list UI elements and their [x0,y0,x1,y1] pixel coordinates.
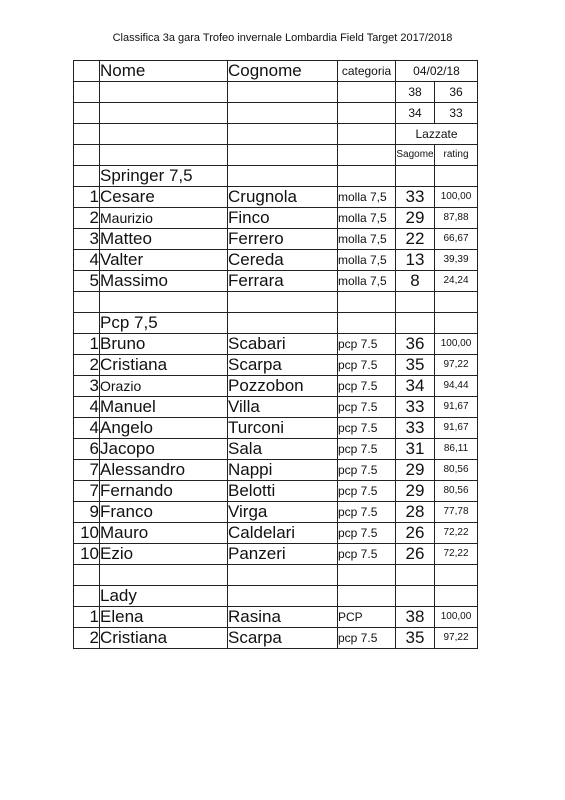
sagome-cell: 26 [396,544,435,565]
surname-cell: Virga [228,502,338,523]
surname-cell: Panzeri [228,544,338,565]
rating-cell: 80,56 [435,460,478,481]
table-row [74,376,478,397]
category-cell: pcp 7.5 [338,376,396,397]
table-row [74,481,478,502]
empty-cell [435,565,478,586]
name-cell: Massimo [100,271,228,292]
table-row [74,439,478,460]
category-cell: molla 7,5 [338,208,396,229]
spacer-row [74,292,478,313]
surname-cell: Ferrara [228,271,338,292]
rating-cell: 86,11 [435,439,478,460]
category-cell: molla 7,5 [338,250,396,271]
empty-cell [435,292,478,313]
header-sagome: Sagome [396,145,435,166]
sagome-cell: 33 [396,187,435,208]
name-cell: Manuel [100,397,228,418]
spacer-row [74,565,478,586]
rating-cell: 91,67 [435,418,478,439]
name-cell: Mauro [100,523,228,544]
surname-cell: Cereda [228,250,338,271]
table-row [74,460,478,481]
position-cell: 7 [74,460,100,481]
empty-cell [100,565,228,586]
category-cell: pcp 7.5 [338,439,396,460]
name-cell: Elena [100,607,228,628]
empty-cell [435,166,478,187]
rating-cell: 100,00 [435,187,478,208]
sagome-cell: 13 [396,250,435,271]
name-cell: Cristiana [100,628,228,649]
rating-cell: 97,22 [435,355,478,376]
name-cell: Orazio [100,376,228,397]
section-title: Springer 7,5 [100,166,228,187]
category-cell: pcp 7.5 [338,502,396,523]
rating-cell: 100,00 [435,607,478,628]
table-row [74,544,478,565]
empty-cell [74,565,100,586]
surname-cell: Rasina [228,607,338,628]
rating-cell: 87,88 [435,208,478,229]
surname-cell: Crugnola [228,187,338,208]
position-cell: 4 [74,397,100,418]
category-cell: molla 7,5 [338,271,396,292]
section-title-row [74,313,478,334]
sagome-cell: 33 [396,418,435,439]
header-row-3 [74,103,478,124]
name-cell: Cesare [100,187,228,208]
table-row [74,502,478,523]
section-title-row [74,166,478,187]
empty-cell [338,166,396,187]
empty-cell [338,292,396,313]
empty-cell [228,313,338,334]
surname-cell: Scarpa [228,628,338,649]
results-table-body [74,61,478,649]
sagome-cell: 22 [396,229,435,250]
empty-cell [338,313,396,334]
header-value: 38 [396,82,435,103]
header-date: 04/02/18 [396,61,478,82]
sagome-cell: 29 [396,460,435,481]
name-cell: Angelo [100,418,228,439]
position-cell: 2 [74,628,100,649]
position-cell: 1 [74,607,100,628]
table-row [74,523,478,544]
surname-cell: Nappi [228,460,338,481]
empty-cell [396,166,435,187]
header-cognome: Cognome [228,61,338,82]
section-title: Pcp 7,5 [100,313,228,334]
header-row-location [74,124,478,145]
sagome-cell: 35 [396,355,435,376]
category-cell: PCP [338,607,396,628]
position-cell: 1 [74,187,100,208]
rating-cell: 77,78 [435,502,478,523]
name-cell: Ezio [100,544,228,565]
empty-cell [435,313,478,334]
rating-cell: 72,22 [435,523,478,544]
table-row [74,397,478,418]
table-row [74,229,478,250]
surname-cell: Turconi [228,418,338,439]
category-cell: pcp 7.5 [338,544,396,565]
empty-cell [74,313,100,334]
category-cell: molla 7,5 [338,187,396,208]
table-row [74,187,478,208]
name-cell: Maurizio [100,208,228,229]
document-title: Classifica 3a gara Trofeo invernale Lombardia Field Target 2017/2018 [112,32,453,44]
position-cell: 2 [74,208,100,229]
table-row [74,628,478,649]
header-location: Lazzate [396,124,478,145]
surname-cell: Scabari [228,334,338,355]
section-title: Lady [100,586,228,607]
name-cell: Matteo [100,229,228,250]
empty-cell [228,292,338,313]
empty-cell [228,166,338,187]
empty-cell [396,313,435,334]
rating-cell: 91,67 [435,397,478,418]
name-cell: Cristiana [100,355,228,376]
category-cell: pcp 7.5 [338,628,396,649]
table-row [74,607,478,628]
sagome-cell: 8 [396,271,435,292]
category-cell: molla 7,5 [338,229,396,250]
table-row [74,250,478,271]
empty-cell [396,292,435,313]
position-cell: 3 [74,229,100,250]
sagome-cell: 34 [396,376,435,397]
category-cell: pcp 7.5 [338,460,396,481]
header-row-columns [74,145,478,166]
sagome-cell: 35 [396,628,435,649]
rating-cell: 100,00 [435,334,478,355]
empty-cell [396,565,435,586]
empty-cell [74,586,100,607]
name-cell: Valter [100,250,228,271]
empty-cell [228,565,338,586]
results-table [73,60,478,649]
header-nome: Nome [100,61,228,82]
category-cell: pcp 7.5 [338,355,396,376]
name-cell: Alessandro [100,460,228,481]
empty-cell [338,565,396,586]
position-cell: 6 [74,439,100,460]
table-row [74,355,478,376]
surname-cell: Ferrero [228,229,338,250]
header-pos-cell [74,61,100,82]
surname-cell: Belotti [228,481,338,502]
position-cell: 9 [74,502,100,523]
header-row-2 [74,82,478,103]
header-value: 33 [435,103,478,124]
surname-cell: Sala [228,439,338,460]
rating-cell: 24,24 [435,271,478,292]
empty-cell [396,586,435,607]
sagome-cell: 28 [396,502,435,523]
surname-cell: Caldelari [228,523,338,544]
empty-cell [74,292,100,313]
table-row [74,271,478,292]
rating-cell: 97,22 [435,628,478,649]
rating-cell: 66,67 [435,229,478,250]
rating-cell: 94,44 [435,376,478,397]
sagome-cell: 38 [396,607,435,628]
position-cell: 3 [74,376,100,397]
surname-cell: Scarpa [228,355,338,376]
position-cell: 2 [74,355,100,376]
surname-cell: Villa [228,397,338,418]
surname-cell: Finco [228,208,338,229]
rating-cell: 72,22 [435,544,478,565]
rating-cell: 39,39 [435,250,478,271]
header-rating: rating [435,145,478,166]
rating-cell: 80,56 [435,481,478,502]
position-cell: 10 [74,523,100,544]
position-cell: 1 [74,334,100,355]
sagome-cell: 31 [396,439,435,460]
section-title-row [74,586,478,607]
empty-cell [74,166,100,187]
category-cell: pcp 7.5 [338,523,396,544]
name-cell: Franco [100,502,228,523]
name-cell: Bruno [100,334,228,355]
header-value: 36 [435,82,478,103]
sagome-cell: 29 [396,208,435,229]
sagome-cell: 36 [396,334,435,355]
category-cell: pcp 7.5 [338,418,396,439]
empty-cell [435,586,478,607]
position-cell: 5 [74,271,100,292]
empty-cell [100,292,228,313]
category-cell: pcp 7.5 [338,481,396,502]
name-cell: Jacopo [100,439,228,460]
sagome-cell: 29 [396,481,435,502]
sagome-cell: 26 [396,523,435,544]
position-cell: 7 [74,481,100,502]
header-categoria: categoria [338,61,396,82]
category-cell: pcp 7.5 [338,397,396,418]
sagome-cell: 33 [396,397,435,418]
table-row [74,334,478,355]
category-cell: pcp 7.5 [338,334,396,355]
table-row [74,208,478,229]
position-cell: 4 [74,250,100,271]
surname-cell: Pozzobon [228,376,338,397]
name-cell: Fernando [100,481,228,502]
header-value: 34 [396,103,435,124]
table-row [74,418,478,439]
header-row [74,61,478,82]
empty-cell [338,586,396,607]
position-cell: 10 [74,544,100,565]
empty-cell [228,586,338,607]
position-cell: 4 [74,418,100,439]
